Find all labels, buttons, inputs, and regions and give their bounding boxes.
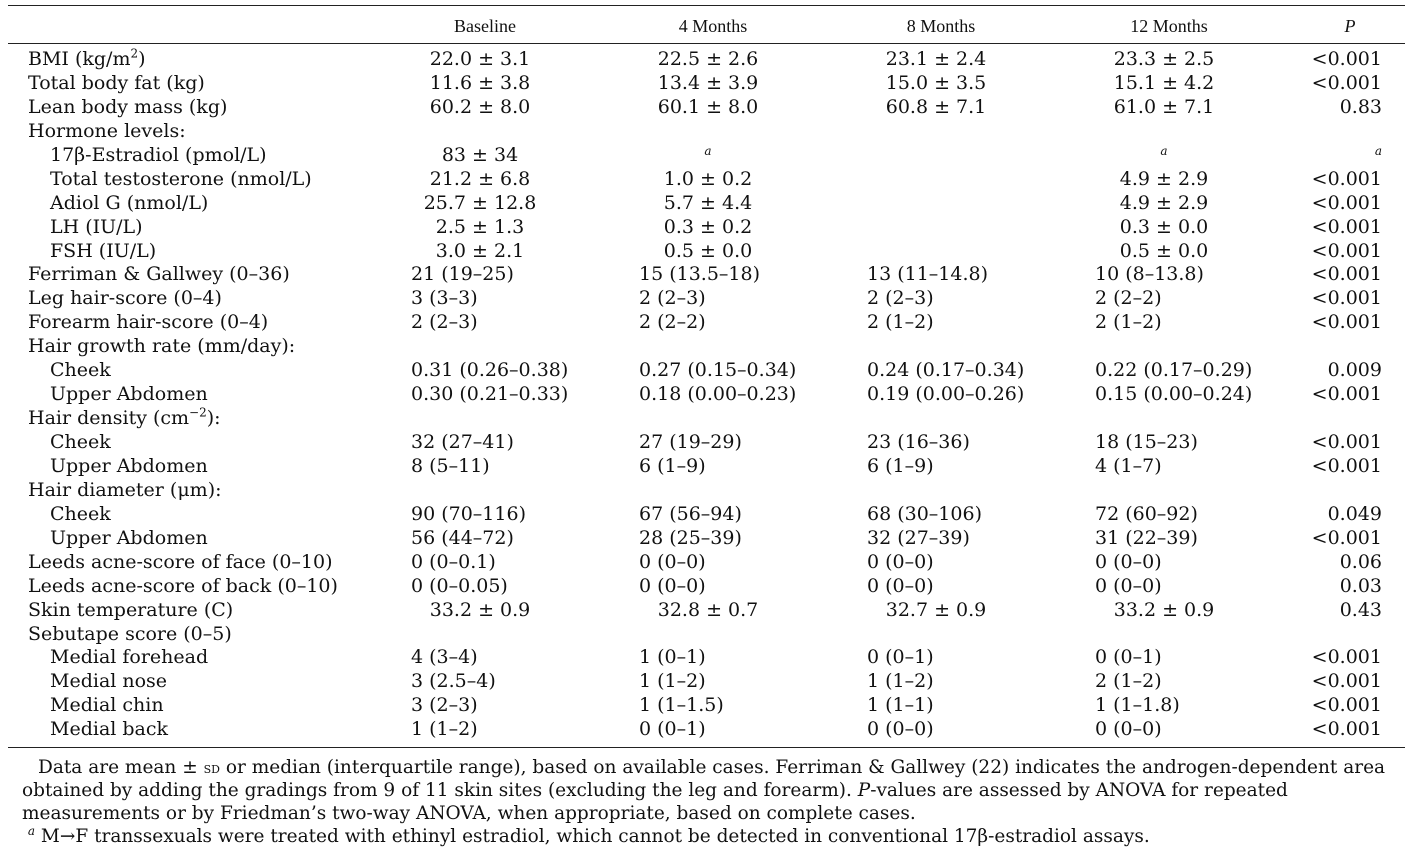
note-sd: sd [203, 758, 220, 777]
table-row [0, 479, 1413, 503]
cell-p-value: 0.049 [1327, 502, 1382, 525]
cell-baseline: 2.5 ± 1.3 [435, 215, 525, 238]
header-rule [8, 43, 1405, 44]
table-row [0, 431, 1413, 455]
footnote-marker: a [27, 823, 36, 838]
cell-baseline: 3 (2.5–4) [411, 670, 496, 693]
cell-p-value: 0.009 [1327, 359, 1382, 382]
cell-baseline: 25.7 ± 12.8 [423, 191, 537, 214]
cell-p-value: 0.43 [1339, 598, 1382, 621]
cell-p-value: <0.001 [1311, 263, 1382, 286]
row-label [28, 407, 221, 431]
row-label [28, 551, 333, 575]
row-label-text: Adiol G (nmol/L) [50, 191, 209, 214]
cell-4-months: 2 (2–2) [639, 311, 706, 334]
row-label [28, 599, 233, 623]
cell-4-months: 1.0 ± 0.2 [663, 167, 753, 190]
row-label-text: Ferriman & Gallwey (0–36) [28, 263, 290, 286]
row-label-text: Cheek [50, 502, 111, 525]
row-label [50, 670, 167, 694]
table-notes [22, 756, 1402, 848]
row-label [50, 646, 208, 670]
cell-12-months: 10 (8–13.8) [1095, 263, 1204, 286]
row-label-superscript: −2 [189, 405, 207, 420]
cell-12-months: 0.3 ± 0.0 [1119, 215, 1209, 238]
table-row [0, 527, 1413, 551]
cell-4-months: 28 (25–39) [639, 526, 742, 549]
table-row [0, 192, 1413, 216]
bottom-rule [8, 747, 1405, 748]
cell-4-months: a [704, 143, 712, 158]
cell-4-months: 1 (1–2) [639, 670, 706, 693]
cell-p [1296, 72, 1404, 96]
cell-baseline: 0.30 (0.21–0.33) [411, 383, 569, 406]
cell-baseline: 21 (19–25) [411, 263, 514, 286]
cell-p [1296, 646, 1404, 670]
cell-p [1296, 48, 1404, 72]
top-rule [8, 5, 1405, 6]
cell-8-months: 0.19 (0.00–0.26) [867, 383, 1025, 406]
cell-p-value: <0.001 [1311, 287, 1382, 310]
row-label-text: Medial back [50, 718, 169, 741]
cell-12-months: 2 (1–2) [1095, 670, 1162, 693]
row-label [28, 287, 222, 311]
cell-8-months: 1 (1–1) [867, 694, 934, 717]
cell-8-months: 0 (0–0) [867, 550, 934, 573]
table-row [0, 287, 1413, 311]
cell-baseline: 0 (0–0.1) [411, 550, 496, 573]
cell-12-months: 0 (0–0) [1095, 550, 1162, 573]
table-row [0, 144, 1413, 168]
cell-p-value: 0.83 [1339, 95, 1382, 118]
cell-p [1296, 527, 1404, 551]
table-row [0, 718, 1413, 742]
cell-4-months: 1 (0–1) [639, 646, 706, 669]
footnote-text: M→F transsexuals were treated with ethinyl estradiol, which cannot be detected in conventional 17β-estradiol assays. [35, 826, 1150, 847]
row-label-text: Forearm hair-score (0–4) [28, 311, 269, 334]
cell-8-months: 2 (2–3) [867, 287, 934, 310]
cell-4-months: 22.5 ± 2.6 [657, 48, 759, 70]
cell-4-months: 13.4 ± 3.9 [657, 71, 759, 94]
cell-8-months: 15.0 ± 3.5 [885, 71, 987, 94]
header-8-months: 8 Months [906, 16, 976, 36]
row-label [28, 120, 186, 144]
cell-baseline: 56 (44–72) [411, 526, 514, 549]
row-label [28, 96, 227, 120]
cell-p-value: <0.001 [1311, 670, 1382, 693]
cell-p [1296, 240, 1404, 264]
cell-p-value: <0.001 [1311, 454, 1382, 477]
cell-p-value: <0.001 [1311, 311, 1382, 334]
cell-12-months: 4 (1–7) [1095, 454, 1162, 477]
cell-p [1296, 718, 1404, 742]
table-row [0, 551, 1413, 575]
cell-p-value: 0.06 [1339, 550, 1382, 573]
cell-8-months: 60.8 ± 7.1 [885, 95, 987, 118]
row-label-text: Medial forehead [50, 646, 209, 669]
row-label [50, 503, 111, 527]
cell-12-months: 2 (2–2) [1095, 287, 1162, 310]
cell-baseline: 0.31 (0.26–0.38) [411, 359, 569, 382]
cell-p-value: <0.001 [1311, 48, 1382, 70]
cell-baseline: 8 (5–11) [411, 454, 490, 477]
row-label-text: Upper Abdomen [50, 383, 208, 406]
table-row [0, 72, 1413, 96]
cell-8-months: 6 (1–9) [867, 454, 934, 477]
table-row [0, 455, 1413, 479]
cell-p-value: <0.001 [1311, 239, 1382, 262]
cell-baseline: 3 (3–3) [411, 287, 478, 310]
cell-p [1296, 96, 1404, 120]
cell-8-months: 0 (0–0) [867, 574, 934, 597]
cell-4-months: 0 (0–1) [639, 718, 706, 741]
row-label-text: LH (IU/L) [50, 215, 143, 238]
cell-p [1296, 192, 1404, 216]
cell-4-months: 32.8 ± 0.7 [657, 598, 759, 621]
cell-4-months: 5.7 ± 4.4 [663, 191, 753, 214]
cell-4-months: 0.27 (0.15–0.34) [639, 359, 797, 382]
row-label-text: Hair diameter (μm): [28, 478, 222, 501]
row-label [50, 144, 267, 168]
table-row [0, 263, 1413, 287]
row-label-text: Cheek [50, 359, 111, 382]
row-label-text: Hair density (cm [28, 407, 190, 430]
cell-baseline: 3 (2–3) [411, 694, 478, 717]
cell-p-value: <0.001 [1311, 694, 1382, 717]
header-p-value: P [1344, 16, 1356, 36]
cell-4-months: 1 (1–1.5) [639, 694, 724, 717]
row-label [50, 192, 208, 216]
note-text: or median (interquartile range), based on available cases. Ferriman & Gallwey (22) indicates the androgen-dependent area obtained by adding the gradings from 9 of 11 skin sites (excluding the leg and forearm). [22, 757, 1386, 801]
row-label [50, 383, 208, 407]
row-label-text: Medial nose [50, 670, 168, 693]
cell-12-months: 0.22 (0.17–0.29) [1095, 359, 1253, 382]
cell-p [1296, 359, 1404, 383]
cell-12-months: 0.15 (0.00–0.24) [1095, 383, 1253, 406]
row-label [28, 623, 232, 647]
cell-p [1296, 168, 1404, 192]
row-label [28, 311, 268, 335]
row-label-text: Leeds acne-score of back (0–10) [28, 574, 338, 597]
table-row [0, 311, 1413, 335]
table-row [0, 216, 1413, 240]
row-label [50, 455, 208, 479]
row-label [28, 335, 295, 359]
cell-p [1296, 503, 1404, 527]
table-body [0, 48, 1413, 742]
row-label [50, 718, 168, 742]
row-label [50, 240, 156, 264]
row-label-text: FSH (IU/L) [50, 239, 157, 262]
footnote-a [22, 825, 1402, 848]
cell-p [1296, 431, 1404, 455]
table-row [0, 694, 1413, 718]
cell-4-months: 0.3 ± 0.2 [663, 215, 753, 238]
table-row [0, 240, 1413, 264]
cell-12-months: 4.9 ± 2.9 [1119, 191, 1209, 214]
cell-p-value: <0.001 [1311, 71, 1382, 94]
cell-p [1296, 263, 1404, 287]
table-row [0, 359, 1413, 383]
cell-12-months: 61.0 ± 7.1 [1113, 95, 1215, 118]
cell-8-months: 13 (11–14.8) [867, 263, 989, 286]
cell-p [1296, 575, 1404, 599]
cell-4-months: 2 (2–3) [639, 287, 706, 310]
row-label-text: Skin temperature (C) [28, 598, 234, 621]
cell-4-months: 6 (1–9) [639, 454, 706, 477]
cell-12-months: 33.2 ± 0.9 [1113, 598, 1215, 621]
row-label-text: Total body fat (kg) [28, 71, 205, 94]
row-label [28, 575, 338, 599]
cell-p [1296, 455, 1404, 479]
cell-baseline: 33.2 ± 0.9 [429, 598, 531, 621]
cell-baseline: 32 (27–41) [411, 431, 514, 453]
row-label-text: Leg hair-score (0–4) [28, 287, 222, 310]
cell-12-months: 23.3 ± 2.5 [1113, 48, 1215, 70]
table-row [0, 407, 1413, 431]
note-text: Data are mean ± [38, 757, 204, 778]
cell-p-value: <0.001 [1311, 215, 1382, 238]
header-12-months: 12 Months [1130, 16, 1208, 36]
table-row [0, 503, 1413, 527]
row-label [50, 694, 164, 718]
header-baseline: Baseline [454, 16, 516, 36]
cell-p-value: <0.001 [1311, 718, 1382, 741]
row-label-text: Hormone levels: [28, 119, 186, 142]
cell-4-months: 0 (0–0) [639, 574, 706, 597]
table-row [0, 599, 1413, 623]
row-label-text: Upper Abdomen [50, 526, 208, 549]
cell-p-value: <0.001 [1311, 167, 1382, 190]
row-label [50, 359, 111, 383]
cell-p-value: <0.001 [1311, 431, 1382, 453]
cell-baseline: 2 (2–3) [411, 311, 478, 334]
row-label [28, 263, 290, 287]
table-row [0, 646, 1413, 670]
row-label-text: Upper Abdomen [50, 454, 208, 477]
cell-p [1296, 599, 1404, 623]
cell-8-months: 2 (1–2) [867, 311, 934, 334]
cell-12-months: 2 (1–2) [1095, 311, 1162, 334]
cell-12-months: 18 (15–23) [1095, 431, 1198, 453]
cell-12-months: 0.5 ± 0.0 [1119, 239, 1209, 262]
cell-12-months: 0 (0–0) [1095, 718, 1162, 741]
cell-p [1296, 140, 1404, 164]
cell-p-value: 0.03 [1339, 574, 1382, 597]
table-row [0, 623, 1413, 647]
cell-baseline: 3.0 ± 2.1 [435, 239, 525, 262]
row-label-text: 17β-Estradiol (pmol/L) [50, 143, 267, 166]
cell-baseline: 60.2 ± 8.0 [429, 95, 531, 118]
cell-4-months: 67 (56–94) [639, 502, 742, 525]
row-label-superscript: 2 [130, 46, 139, 61]
cell-8-months: 0.24 (0.17–0.34) [867, 359, 1025, 382]
cell-baseline: 22.0 ± 3.1 [429, 48, 531, 70]
cell-p [1296, 670, 1404, 694]
cell-baseline: 0 (0–0.05) [411, 574, 508, 597]
row-label [50, 216, 143, 240]
table-row [0, 670, 1413, 694]
row-label-text: Leeds acne-score of face (0–10) [28, 550, 333, 573]
row-label [50, 168, 312, 192]
cell-p-value: <0.001 [1311, 646, 1382, 669]
cell-12-months: 72 (60–92) [1095, 502, 1198, 525]
row-label-text: Cheek [50, 431, 111, 453]
row-label-text: BMI (kg/m [28, 48, 131, 70]
row-label-text: Sebutape score (0–5) [28, 622, 232, 645]
row-label-text: Lean body mass (kg) [28, 95, 228, 118]
cell-p [1296, 551, 1404, 575]
note-text: -values are assessed by ANOVA for repeated measurements or by Friedman’s two-way ANOVA, when appropriate, based on complete cases. [22, 780, 1288, 824]
row-label [28, 48, 146, 72]
cell-p-value: <0.001 [1311, 191, 1382, 214]
cell-12-months: 0 (0–1) [1095, 646, 1162, 669]
cell-12-months: 31 (22–39) [1095, 526, 1198, 549]
cell-4-months: 60.1 ± 8.0 [657, 95, 759, 118]
cell-p [1296, 694, 1404, 718]
cell-p [1296, 287, 1404, 311]
cell-p-value: a [1374, 143, 1382, 158]
row-label-text: Total testosterone (nmol/L) [50, 167, 312, 190]
cell-8-months: 23.1 ± 2.4 [885, 48, 987, 70]
table-row [0, 575, 1413, 599]
cell-8-months: 32.7 ± 0.9 [885, 598, 987, 621]
table-row [0, 168, 1413, 192]
row-label-text: Medial chin [50, 694, 164, 717]
cell-4-months: 27 (19–29) [639, 431, 742, 453]
row-label-tail: ): [206, 407, 221, 430]
row-label [50, 527, 208, 551]
table-row [0, 48, 1413, 72]
cell-baseline: 4 (3–4) [411, 646, 478, 669]
cell-p [1296, 216, 1404, 240]
cell-p-value: <0.001 [1311, 383, 1382, 406]
row-label [28, 479, 222, 503]
cell-12-months: a [1160, 143, 1168, 158]
cell-4-months: 0.5 ± 0.0 [663, 239, 753, 262]
header-4-months: 4 Months [678, 16, 748, 36]
cell-8-months: 0 (0–1) [867, 646, 934, 669]
cell-baseline: 90 (70–116) [411, 502, 526, 525]
cell-8-months: 0 (0–0) [867, 718, 934, 741]
cell-p-value: <0.001 [1311, 526, 1382, 549]
cell-p [1296, 311, 1404, 335]
cell-12-months: 15.1 ± 4.2 [1113, 71, 1215, 94]
cell-baseline: 1 (1–2) [411, 718, 478, 741]
row-label-tail: ) [138, 48, 146, 70]
row-label [28, 72, 205, 96]
cell-8-months: 1 (1–2) [867, 670, 934, 693]
cell-4-months: 0.18 (0.00–0.23) [639, 383, 797, 406]
cell-8-months: 68 (30–106) [867, 502, 982, 525]
cell-12-months: 1 (1–1.8) [1095, 694, 1180, 717]
cell-8-months: 32 (27–39) [867, 526, 970, 549]
cell-baseline: 11.6 ± 3.8 [429, 71, 531, 94]
cell-8-months: 23 (16–36) [867, 431, 970, 453]
row-label-text: Hair growth rate (mm/day): [28, 335, 296, 358]
cell-p [1296, 383, 1404, 407]
cell-4-months: 0 (0–0) [639, 550, 706, 573]
cell-12-months: 0 (0–0) [1095, 574, 1162, 597]
cell-baseline: 83 ± 34 [441, 143, 519, 166]
note-paragraph [22, 756, 1402, 825]
row-label [50, 431, 111, 455]
cell-baseline: 21.2 ± 6.8 [429, 167, 531, 190]
note-p: P [857, 780, 871, 801]
table-row [0, 335, 1413, 359]
cell-4-months: 15 (13.5–18) [639, 263, 761, 286]
table-row [0, 383, 1413, 407]
table-row [0, 96, 1413, 120]
cell-12-months: 4.9 ± 2.9 [1119, 167, 1209, 190]
